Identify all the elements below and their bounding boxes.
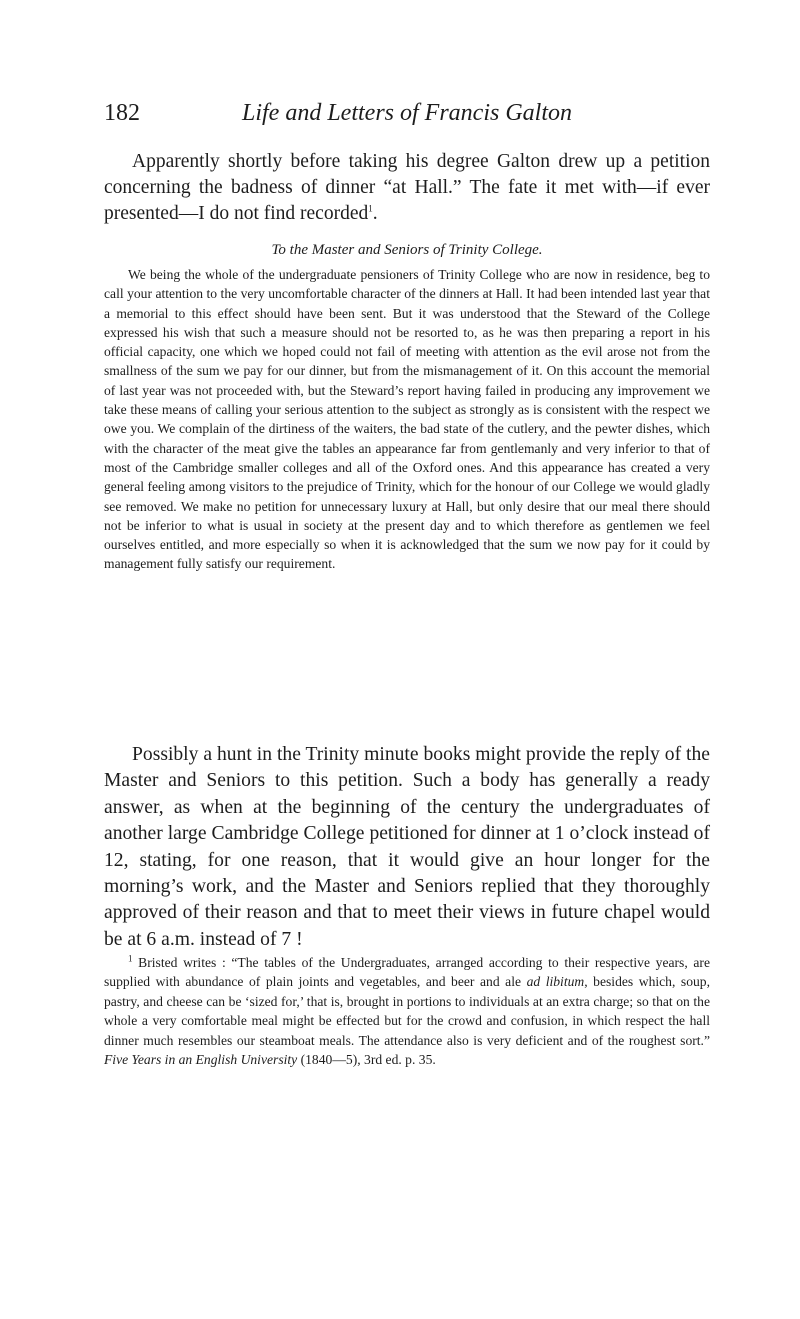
petition-title: To the Master and Seniors of Trinity College. bbox=[271, 242, 543, 258]
running-title: Life and Letters of Francis Galton bbox=[242, 100, 572, 126]
footnote-text-2: , besides which, soup, pastry, and cheese can be ‘sized for,’ that is, brought in portions to individuals at an extra charge; so that on the whole a very comfortable meal might be effected but for the crowd and confusion, in which respect the hall dinner much resembles our steamboat meals. The attendance also is very deficient and of the roughest sort.” bbox=[104, 974, 711, 1048]
footnote-book-title: Five Years in an English University bbox=[104, 1052, 298, 1068]
intro-paragraph bbox=[104, 149, 710, 227]
petition-body: We being the whole of the undergraduate pensioners of Trinity College who are now in residence, beg to call your attention to the very uncomfortable character of the dinners at Hall. It had been intended last year that a memorial to this effect should have been sent. But it was understood that the Steward of the College expressed his wish that such a measure should not be resorted to, as he was then preparing a report in his official capacity, one which we hoped could not fail of meeting with attention as the evil arose not from the smallness of the sum we pay for our dinner, but from the mismanagement of it. On this account the memorial of last year was not proceeded with, but the Steward’s report having failed in producing any improvement we take these means of calling your serious attention to the subject as strongly as is consistent with the respect we owe you. We complain of the dirtiness of the waiters, the bad state of the cutlery, and the pewter dishes, which with the character of the meat give the tables an appearance far from gentlemanly and very inferior to that of most of the Cambridge smaller colleges and all of the Oxford ones. And this appearance has created a very general feeling among visitors to the prejudice of Trinity, which for the honour of our College we would gladly see removed. We make no petition for unnecessary luxury at Hall, but only desire that our meal there should not be inferior to what is usual in society at the present day and to which therefore as gentlemen we feel ourselves entitled, and more especially so when it is acknowledged that the sum we now pay for it could by management fully satisfy our requirement. bbox=[104, 267, 710, 572]
intro-end: . bbox=[372, 203, 378, 224]
intro-text: Apparently shortly before taking his degree Galton drew up a petition concerning the badness of dinner “at Hall.” The fate it met with—if ever presented—I do not find recorded bbox=[104, 151, 710, 224]
footnote-text-3: (1840—5), 3rd ed. p. 35. bbox=[297, 1052, 436, 1068]
footnote-text-1: Bristed writes : “The tables of the Undergraduates, arranged according to their respective years, are supplied with abundance of plain joints and vegetables, and beer and ale bbox=[104, 955, 710, 990]
footnote-latin: ad libitum bbox=[526, 974, 585, 990]
footnote-reference: 1 bbox=[368, 203, 373, 214]
page-number: 182 bbox=[104, 100, 140, 126]
footnote bbox=[104, 953, 710, 1069]
page-header bbox=[104, 96, 710, 130]
footnote-marker: 1 bbox=[128, 953, 133, 964]
commentary-paragraph: Possibly a hunt in the Trinity minute books might provide the reply of the Master and Seniors to this petition. Such a body has generally a ready answer, as when at the beginning of the century the undergraduates of another large Cambridge College petitioned for dinner at 1 o’clock instead of 12, stating, for one reason, that it would give an hour longer for the morning’s work, and the Master and Seniors replied that they thoroughly approved of their reason and that to meet their views in future chapel would be at 6 a.m. instead of 7 ! bbox=[104, 744, 710, 950]
